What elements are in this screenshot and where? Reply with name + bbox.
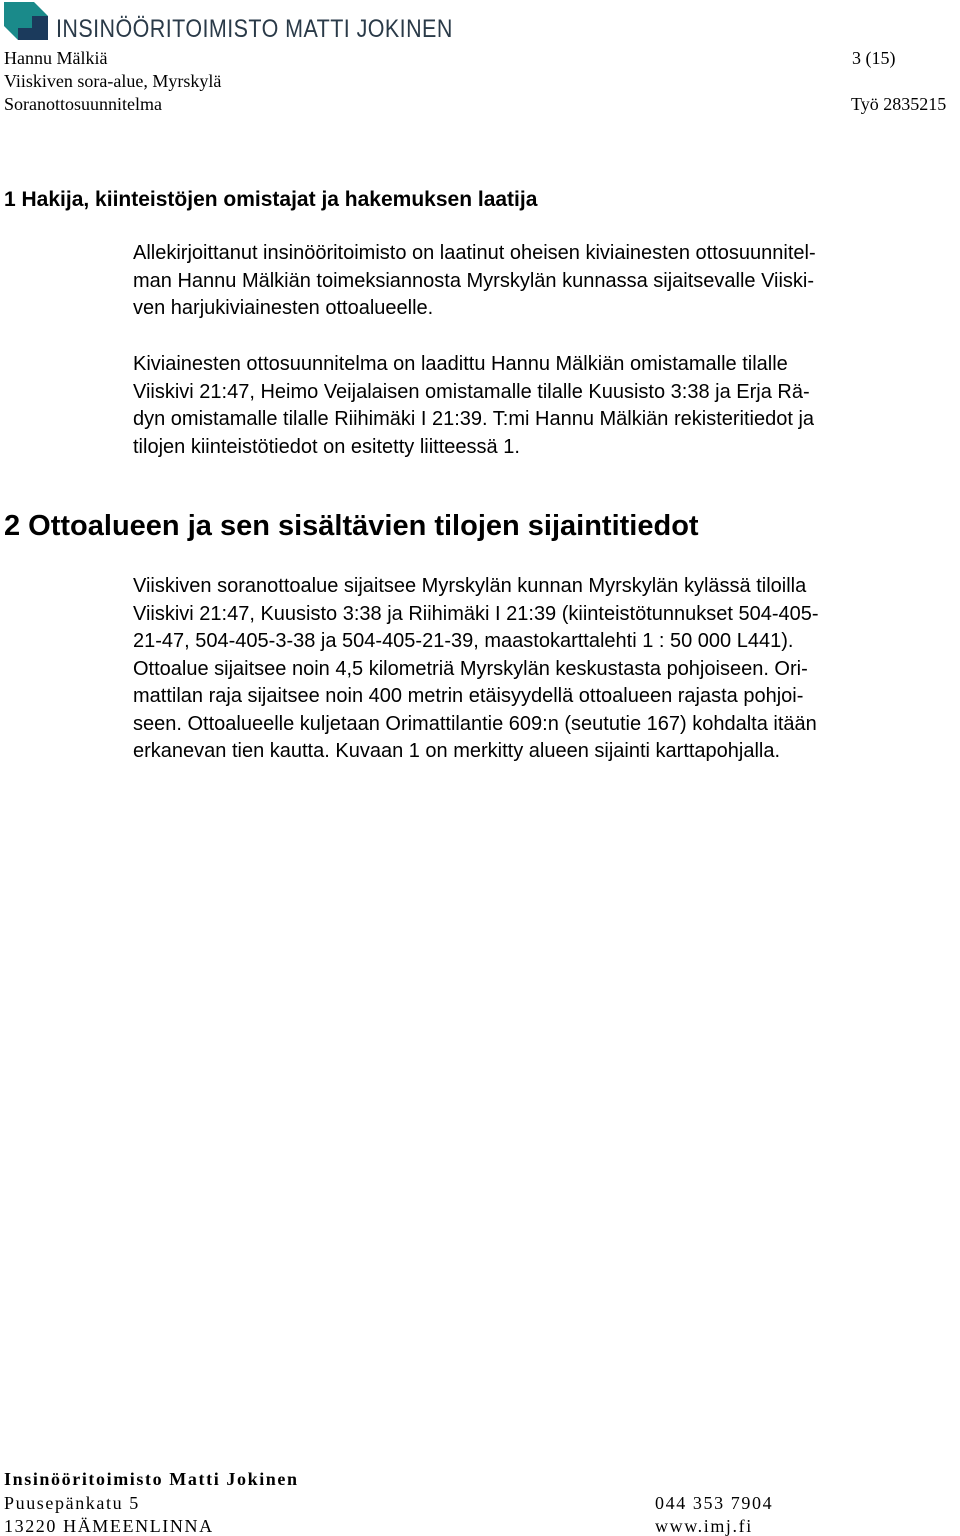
header-site-name: Viiskiven sora-alue, Myrskylä — [4, 71, 222, 91]
header-page-number: 3 (15) — [852, 48, 896, 68]
paragraph-line: erkanevan tien kautta. Kuvaan 1 on merkitty alueen sijainti karttapohjalla. — [133, 740, 781, 762]
paragraph-line: mattilan raja sijaitsee noin 400 metrin etäisyydellä ottoalueen rajasta pohjoi- — [133, 685, 804, 707]
header-client-name: Hannu Mälkiä — [4, 48, 108, 68]
paragraph-line: seen. Ottoalueelle kuljetaan Orimattilantie 609:n (seututie 167) kohdalta itään — [133, 712, 817, 735]
paragraph-line: ven harjukiviainesten ottoalueelle. — [133, 297, 434, 319]
header-work-number: Työ 2835215 — [851, 94, 947, 114]
footer-postal-city: 13220 HÄMEENLINNA — [4, 1516, 214, 1536]
company-logo-icon — [4, 2, 48, 40]
paragraph-line: Allekirjoittanut insinööritoimisto on laatinut oheisen kiviainesten ottosuunnitel- — [133, 242, 816, 264]
paragraph-line: tilojen kiinteistötiedot on esitetty liitteessä 1. — [133, 435, 520, 458]
paragraph-line: Viiskivi 21:47, Heimo Veijalaisen omistamalle tilalle Kuusisto 3:38 ja Erja Rä- — [133, 380, 810, 403]
paragraph-line: Viiskiven soranottoalue sijaitsee Myrskylän kunnan Myrskylän kylässä tiloilla — [133, 575, 807, 597]
footer-street-address: Puusepänkatu 5 — [4, 1493, 140, 1513]
paragraph-line: dyn omistamalle tilalle Riihimäki I 21:39. T:mi Hannu Mälkiän rekisteritiedot ja — [133, 408, 815, 430]
paragraph-line: Ottoalue sijaitsee noin 4,5 kilometriä Myrskylän keskustasta pohjoiseen. Ori- — [133, 657, 808, 680]
paragraph-line: Viiskivi 21:47, Kuusisto 3:38 ja Riihimäki I 21:39 (kiinteistötunnukset 504-405- — [133, 602, 819, 625]
footer-phone: 044 353 7904 — [655, 1493, 774, 1513]
footer-website-link[interactable]: www.imj.fi — [655, 1516, 753, 1536]
paragraph-line: man Hannu Mälkiän toimeksiannosta Myrskylän kunnassa sijaitsevalle Viiski- — [133, 269, 815, 292]
section-1-paragraph-1 — [133, 240, 816, 323]
header-document-type: Soranottosuunnitelma — [4, 94, 162, 114]
company-logo-text: INSINÖÖRITOIMISTO MATTI JOKINEN — [56, 15, 453, 43]
paragraph-line: 21-47, 504-405-3-38 ja 504-405-21-39, maastokarttalehti 1 : 50 000 L441). — [133, 630, 794, 652]
section-2-heading: 2 Ottoalueen ja sen sisältävien tilojen sijaintitiedot — [4, 510, 699, 542]
footer-company-name: Insinööritoimisto Matti Jokinen — [4, 1469, 299, 1489]
section-1-heading: 1 Hakija, kiinteistöjen omistajat ja hakemuksen laatija — [4, 188, 538, 211]
paragraph-line: Kiviainesten ottosuunnitelma on laadittu Hannu Mälkiän omistamalle tilalle — [133, 353, 788, 375]
section-2-paragraph-1 — [133, 573, 819, 766]
section-1-paragraph-2 — [133, 351, 814, 461]
